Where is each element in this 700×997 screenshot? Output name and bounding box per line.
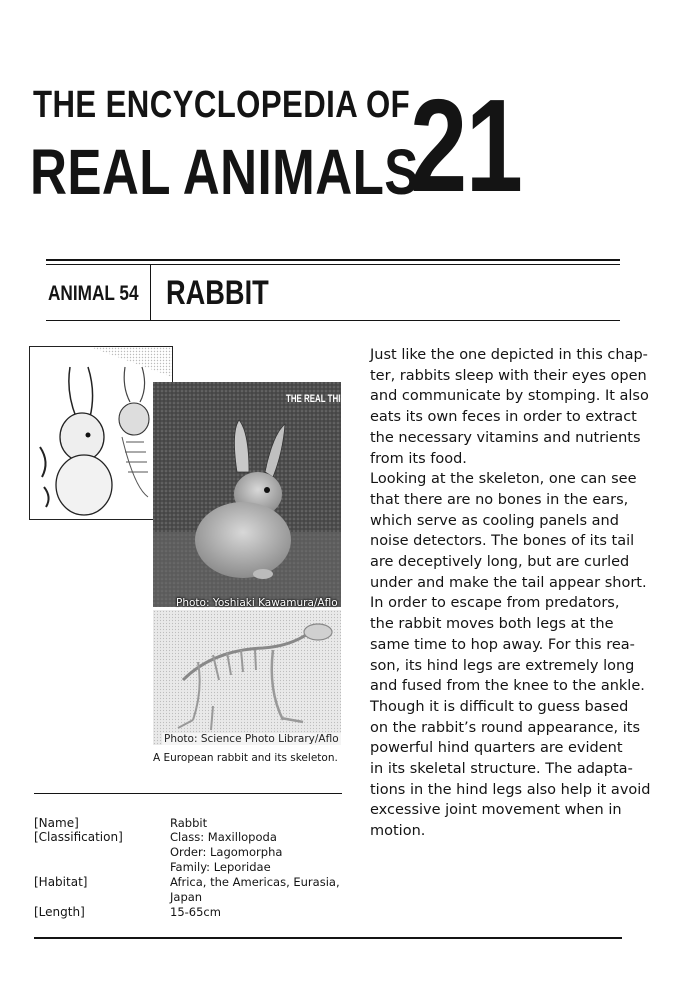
rabbit-photo: [153, 382, 341, 607]
body-text-line: motion.: [370, 823, 426, 840]
skeleton-photo-credit: Photo: Science Photo Library/Aflo: [164, 733, 339, 745]
body-text-line: noise detectors. The bones of its tail: [370, 533, 635, 550]
body-text: [370, 345, 651, 842]
volume-number: 21: [410, 72, 522, 219]
body-text-line: and fused from the knee to the ankle.: [370, 678, 645, 695]
name-value: Rabbit: [170, 816, 208, 830]
length-key: [Length]: [34, 905, 85, 919]
body-text-line: in its skeletal structure. The adapta-: [370, 761, 633, 778]
name-key: [Name]: [34, 816, 79, 830]
classification-key: [Classification]: [34, 830, 123, 844]
header-top-rule: [46, 259, 620, 261]
body-text-line: that there are no bones in the ears,: [370, 491, 629, 508]
body-text-line: same time to hop away. For this rea-: [370, 636, 635, 653]
real-thing-tag: THE REAL THING: [286, 393, 353, 405]
facts-top-rule: [34, 793, 342, 794]
length-value: 15-65cm: [170, 905, 221, 919]
body-text-line: the rabbit moves both legs at the: [370, 616, 614, 633]
body-text-line: Just like the one depicted in this chap-: [370, 347, 648, 363]
body-text-line: powerful hind quarters are evident: [370, 740, 623, 757]
facts-bottom-rule: [34, 937, 622, 939]
class-value: Class: Maxillopoda: [170, 830, 277, 844]
body-text-line: Looking at the skeleton, one can see: [370, 471, 637, 488]
body-text-line: eats its own feces in order to extract: [370, 409, 637, 426]
body-text-line: excessive joint movement when in: [370, 802, 622, 819]
animal-number-label: ANIMAL 54: [48, 282, 139, 305]
header-divider: [150, 265, 151, 320]
body-text-line: tions in the hind legs also help it avoid: [370, 781, 651, 798]
order-value: Order: Lagomorpha: [170, 845, 283, 859]
habitat-value-2: Japan: [170, 890, 203, 904]
skeleton-photo: [153, 610, 341, 745]
body-text-line: are deceptively long, but are curled: [370, 554, 630, 571]
body-text-line: which serve as cooling panels and: [370, 512, 619, 529]
body-text-line: the necessary vitamins and nutrients: [370, 429, 641, 446]
body-text-line: on the rabbit’s round appearance, its: [370, 719, 641, 736]
manga-rabbit-illustration: [29, 346, 173, 520]
body-text-line: from its food.: [370, 450, 467, 467]
encyclopedia-title-line1: THE ENCYCLOPEDIA OF: [33, 84, 411, 126]
habitat-key: [Habitat]: [34, 875, 88, 889]
body-text-line: In order to escape from predators,: [370, 595, 620, 612]
body-text-line: and communicate by stomping. It also: [370, 388, 649, 405]
rabbit-photo-credit: Photo: Yoshiaki Kawamura/Aflo: [176, 597, 338, 609]
habitat-value-1: Africa, the Americas, Eurasia,: [170, 875, 340, 889]
body-text-line: son, its hind legs are extremely long: [370, 657, 635, 674]
animal-name-heading: RABBIT: [166, 274, 269, 312]
body-text-line: ter, rabbits sleep with their eyes open: [370, 367, 647, 384]
body-text-line: Though it is difficult to guess based: [370, 698, 629, 715]
header-bottom-rule: [46, 320, 620, 321]
encyclopedia-title-line2: REAL ANIMALS: [30, 136, 419, 208]
family-value: Family: Leporidae: [170, 860, 271, 874]
body-text-line: under and make the tail appear short.: [370, 574, 647, 591]
header-top-rule-thin: [46, 264, 620, 265]
figure-caption: A European rabbit and its skeleton.: [153, 752, 338, 764]
